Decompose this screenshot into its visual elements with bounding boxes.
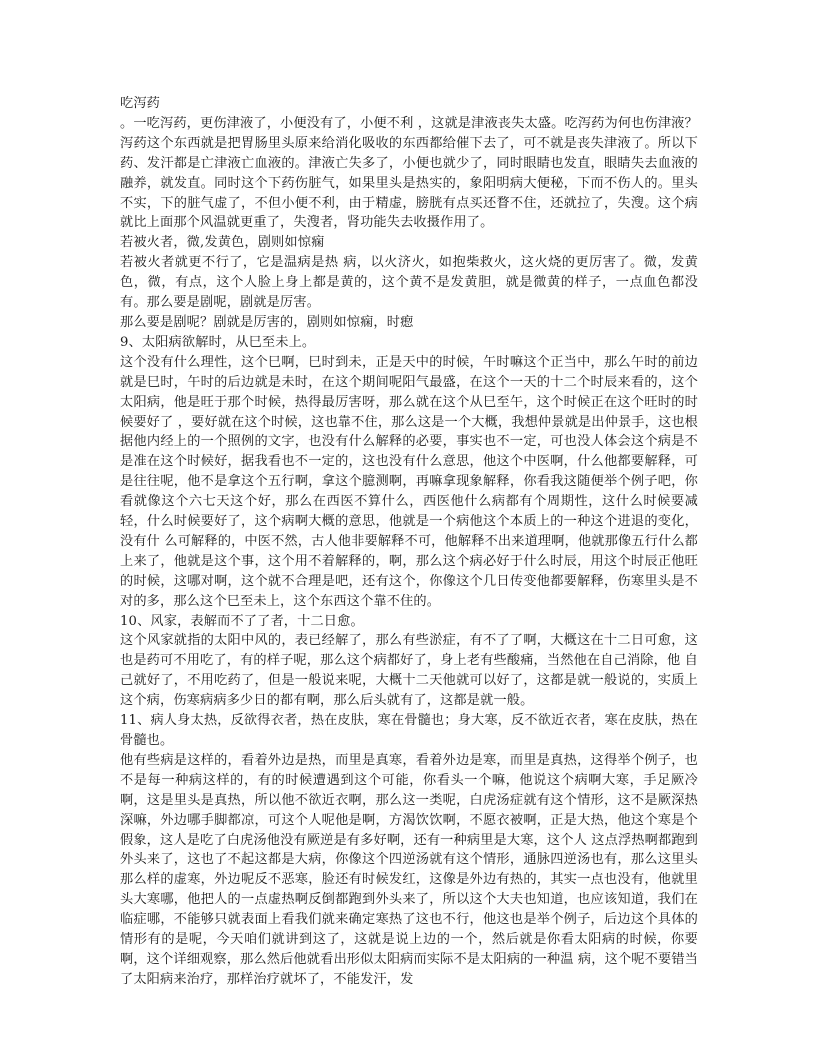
text-paragraph: 若被火者就更不行了，它是温病是热 病，以火济火，如抱柴救火，这火烧的更厉害了。微，发黄色，微，有点，这个人脸上身上都是黄的，这个黄不是发黄胆，就是微黄的样子，一点血色都没有。那么要是剧呢，剧就是厉害。 — [120, 255, 698, 311]
text-paragraph: 这个没有什么理性，这个巳啊，巳时到未，正是天中的时候，午时嘛这个正当中，那么午时的前边就是巳时，午时的后边就是未时，在这个期间呢阳气最盛，在这个一天的十二个时辰来看的，这个太阳病，他是旺于那个时候，热得最厉害呀，那么就在这个从巳至午，这个时候正在这个旺时的时候要好了 ，要好就在这个时候，这也靠不住，那么这是一个大概，我想仲景就是出仲景手，这也根据他内经上的一个照例的文字，也没有什么解释的必要，事实也不一定，可也没人体会这个病是不是准在这个时候好，据我看也不一定的，这也没有什么意思，他这个中医啊，什么他都要解释，可是往往呢，他不是拿这个五行啊，拿这个臆测啊，再嘛拿现象解释，你看我这随便举个例子吧，你看就像这个六七天这个好，那么在西医不算什么，西医他什么病都有个周期性，这什么时候要减轻，什么时候要好了，这个病啊大概的意思，他就是一个病他这个本质上的一种这个进退的变化，没有什 么可解释的，中医不然，古人他非要解释不可，他解释不出来道理啊，他就那像五行什么都上来了，他就是这个事，这个用不着解释的，啊，那么这个病必好于什么时辰，用这个时辰正他旺的时候，这哪对啊，这个就不合理是吧，还有这个，你像这个几日传变他都要解释，伤寒里头是不对的多，那么这个巳至未上，这个东西这个靠不住的。 — [120, 354, 698, 609]
text-paragraph: 若被火者，微,发黄色，剧则如惊痫 — [120, 235, 325, 251]
text-paragraph: 泻药这个东西就是把胃肠里头原来给消化吸收的东西都给催下去了，可不就是丧失津液了。所以下药、发汗都是亡津液亡血液的。津液亡失多了，小便也就少了，同时眼睛也发直，眼睛失去血液的融养，就发直。同时这个下药伤脏气，如果里头是热实的，象阳明病大便秘，下而不伤人的。里头不实，下的脏气虚了，不但小便不利，由于精虚，膀胱有点买还瞀不住，还就拉了，失溲。这个病就比上面那个风温就更重了，失溲者，肾功能失去收摄作用了。 — [120, 135, 698, 231]
text-paragraph: 那么要是剧呢？剧就是厉害的，剧则如惊痫，时瘛 — [120, 314, 414, 330]
text-paragraph: 。一吃泻药，更伤津液了，小便没有了，小便不利 ，这就是津液丧失太盛。吃泻药为何也伤津液？ — [120, 115, 698, 131]
text-paragraph: 这个风家就指的太阳中风的，表已经解了，那么有些淤症，有不了了啊，大概这在十二日可愈，这也是药可不用吃了，有的样子呢，那么这个病都好了，身上老有些酸痛，当然他在自己消除，他 自己就好了，不用吃药了，但是一般说来呢，大概十二天他就可以好了，这都是就一般说的，实质上这个病，伤寒病病多少日的都有啊，那么后头就有了，这都是就一般。 — [120, 633, 698, 709]
article-heading-9: 9、太阳病欲解时，从巳至未上。 — [120, 334, 316, 350]
article-heading-10: 10、风家，表解而不了了者，十二日愈。 — [120, 613, 364, 629]
text-paragraph: 他有些病是这样的，看着外边是热，而里是真寒，看着外边是寒，而里是真热，这得举个例子，也不是每一种病这样的，有的时候遭遇到这个可能，你看头一个嘛，他说这个病啊大寒，手足厥冷啊，这是里头是真热，所以他不欲近衣啊，那么这一类呢，白虎汤症就有这个情形，这不是厥深热深嘛，外边哪手脚都凉，可这个人呢他是啊，方渴饮饮啊，不愿衣被啊，正是大热，他这个寒是个假象，这人是吃了白虎汤他没有厥逆是有多好啊，还有一种病里是大寒，这个人 这点浮热啊都跑到外头来了，这也了不起这都是大病，你像这个四逆汤就有这个情形，通脉四逆汤也有，那么这里头那么样的虚寒，外边呢反不恶寒，脸还有时候发红，这像是外边有热的，其实一点也没有，他就里头大寒哪，他把人的一点虚热啊反倒都跑到外头来了，所以这个大夫也知道，也应该知道，我们在临症哪，不能够只就表面上看我们就来确定寒热了这也不行，他这也是举个例子，后边这个具体的情形有的是呢，今天咱们就讲到这了，这就是说上边的一个，然后就是你看太阳病的时候，你要啊，这个详细观察，那么然后他就看出形似太阳病而实际不是太阳病的一种温 病，这个呢不要错当了太阳病来治疗，那样治疗就坏了，不能发汗，发 — [120, 752, 698, 987]
article-heading-11: 11、病人身太热，反欲得衣者，热在皮肤，寒在骨髓也；身大寒，反不欲近衣者，寒在皮肤，热在骨髓也。 — [120, 713, 698, 748]
section-heading-purgative: 吃泻药 — [120, 96, 161, 111]
document-page — [120, 94, 698, 990]
